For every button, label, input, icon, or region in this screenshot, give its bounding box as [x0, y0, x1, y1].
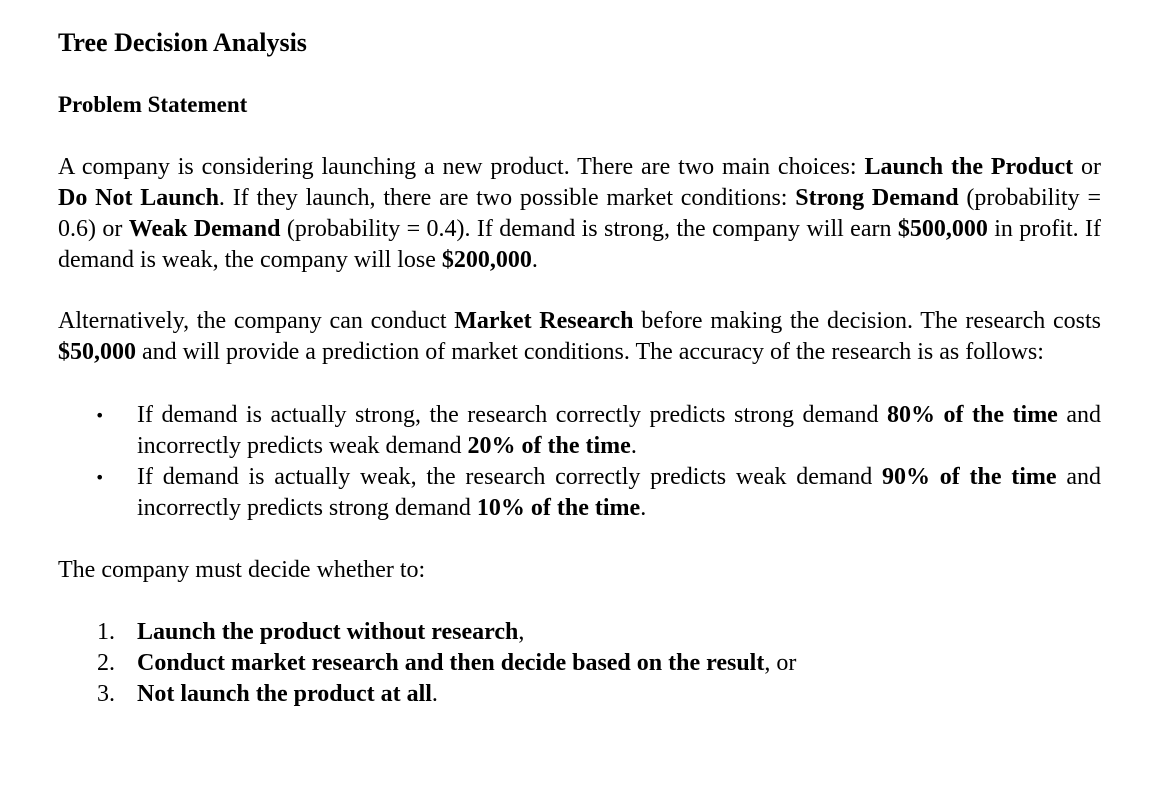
text-run: and incorrectly predicts weak demand: [137, 402, 1102, 459]
list-item: [97, 679, 1101, 710]
text-run: A company is considering launching a new product. There are two main choices:: [58, 154, 865, 180]
accuracy-value: 80% of the time: [887, 402, 1058, 428]
text-run: before making the decision. The research costs: [633, 308, 1102, 334]
research-cost: $50,000: [58, 339, 136, 365]
weak-demand-term: Weak Demand: [128, 216, 281, 242]
text-run: If demand is actually weak, the research correctly predicts weak demand: [137, 464, 883, 490]
list-number: 2.: [97, 650, 115, 676]
accuracy-value: 10% of the time: [476, 495, 641, 521]
bullet-icon: •: [95, 406, 105, 425]
text-run: . If they launch, there are two possible market conditions:: [218, 185, 796, 211]
text-run: (probability = 0.6) or: [58, 185, 1101, 242]
bullet-icon: •: [95, 468, 105, 487]
list-number: 1.: [97, 619, 115, 645]
accuracy-value: 20% of the time: [467, 433, 631, 459]
choice-launch: Launch the Product: [864, 154, 1074, 180]
strong-demand-term: Strong Demand: [795, 185, 959, 211]
text-run: in profit. If demand is weak, the company will lose: [58, 216, 1101, 273]
document-title: Tree Decision Analysis: [58, 28, 307, 57]
choice-do-not-launch: Do Not Launch: [58, 185, 219, 211]
research-paragraph: [58, 306, 1101, 368]
accuracy-list: [58, 400, 1101, 524]
option-text: Conduct market research and then decide based on the result: [137, 650, 765, 676]
accuracy-value: 90% of the time: [882, 464, 1057, 490]
text-run: If demand is actually strong, the research correctly predicts strong demand: [137, 402, 888, 428]
text-run: , or: [764, 650, 797, 676]
list-item: [97, 617, 1101, 648]
market-research-term: Market Research: [454, 308, 634, 334]
option-text: Launch the product without research: [137, 619, 519, 645]
text-run: and incorrectly predicts strong demand: [137, 464, 1101, 521]
list-number: 3.: [97, 681, 115, 707]
text-run: or: [1073, 154, 1101, 180]
text-run: (probability = 0.4). If demand is strong, the company will earn: [280, 216, 898, 242]
decision-intro: The company must decide whether to:: [58, 557, 426, 583]
text-run: .: [431, 681, 438, 707]
profit-amount: $500,000: [897, 216, 988, 242]
option-text: Not launch the product at all: [137, 681, 432, 707]
problem-paragraph: [58, 152, 1101, 276]
text-run: ,: [518, 619, 525, 645]
list-item: [95, 400, 1102, 462]
text-run: .: [640, 495, 647, 521]
loss-amount: $200,000: [441, 247, 532, 273]
list-item: [97, 648, 1101, 679]
text-run: .: [531, 247, 538, 273]
text-run: Alternatively, the company can conduct: [58, 308, 455, 334]
document-page: [58, 26, 1101, 710]
section-heading: Problem Statement: [58, 92, 248, 117]
text-run: and will provide a prediction of market conditions. The accuracy of the research is as follows:: [136, 339, 1044, 365]
list-item: [95, 462, 1101, 524]
text-run: .: [630, 433, 637, 459]
options-list: [58, 617, 1101, 710]
